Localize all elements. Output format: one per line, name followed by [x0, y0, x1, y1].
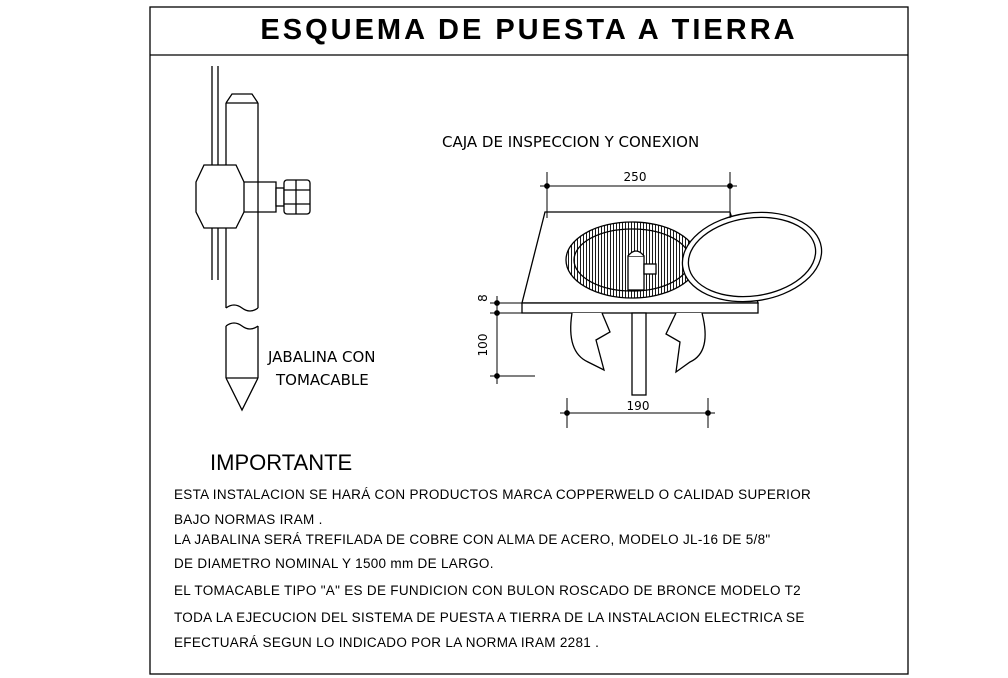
- jabalina-label-line2: TOMACABLE: [276, 371, 369, 389]
- dim-100-label: 100: [476, 333, 490, 357]
- page-title: ESQUEMA DE PUESTA A TIERRA: [260, 14, 798, 46]
- dim-190-label: 190: [626, 399, 650, 413]
- note-line: LA JABALINA SERÁ TREFILADA DE COBRE CON ALMA DE ACERO, MODELO JL-16 DE 5/8": [174, 532, 771, 547]
- dim-8-label: 8: [476, 294, 490, 302]
- note-line: ESTA INSTALACION SE HARÁ CON PRODUCTOS MARCA COPPERWELD O CALIDAD SUPERIOR: [174, 487, 812, 502]
- jabalina-label-line1: JABALINA CON: [268, 348, 376, 366]
- note-line: BAJO NORMAS IRAM .: [174, 512, 323, 527]
- dim-250-label: 250: [623, 170, 647, 184]
- caja-drawing: [522, 204, 827, 395]
- note-line: EFECTUARÁ SEGUN LO INDICADO POR LA NORMA IRAM 2281 .: [174, 635, 600, 650]
- important-heading: IMPORTANTE: [210, 450, 353, 475]
- title-frame: [150, 7, 908, 674]
- note-line: TODA LA EJECUCION DEL SISTEMA DE PUESTA A TIERRA DE LA INSTALACION ELECTRICA SE: [174, 610, 805, 625]
- note-line: EL TOMACABLE TIPO "A" ES DE FUNDICION CON BULON ROSCADO DE BRONCE MODELO T2: [174, 583, 801, 598]
- note-line: DE DIAMETRO NOMINAL Y 1500 mm DE LARGO.: [174, 556, 494, 571]
- caja-title: CAJA DE INSPECCION Y CONEXION: [442, 133, 700, 151]
